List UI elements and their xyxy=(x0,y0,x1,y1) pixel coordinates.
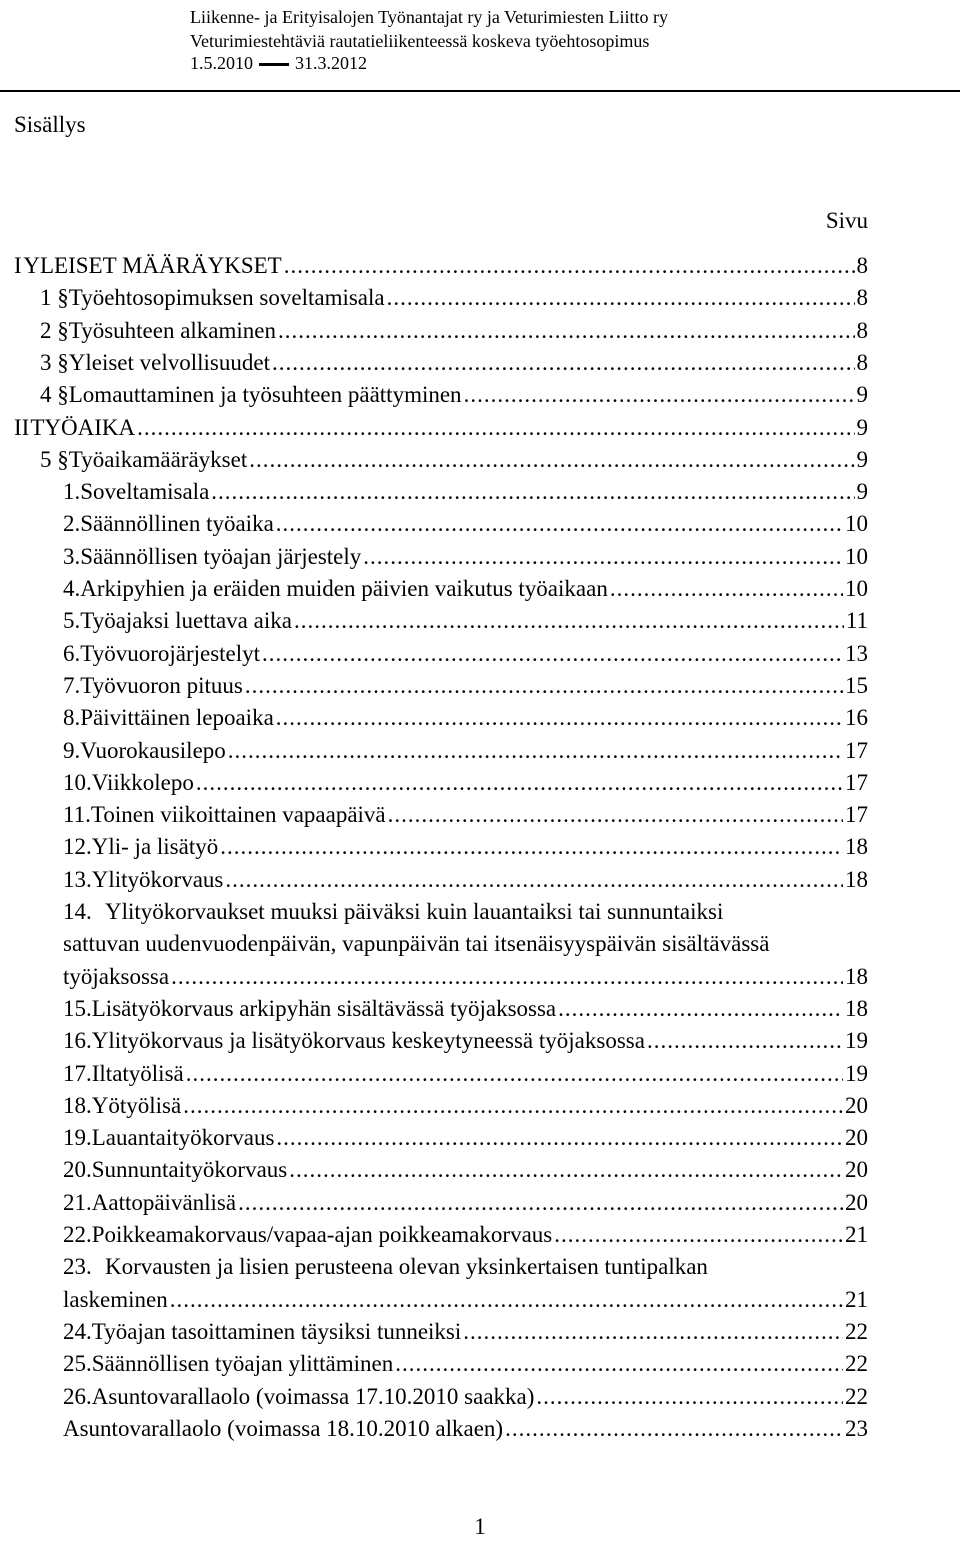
toc-entry[interactable] xyxy=(63,1348,868,1380)
toc-entry-title: Yleiset velvollisuudet xyxy=(68,349,270,375)
toc-entry-page: 10 xyxy=(845,576,868,601)
toc-entry-title: Työvuoron pituus xyxy=(80,672,243,698)
toc-leader-dots xyxy=(536,1381,843,1413)
toc-entry[interactable] xyxy=(40,315,868,347)
toc-entry-page: 8 xyxy=(856,317,868,343)
toc-entry-title-line: laskeminen xyxy=(63,1286,168,1312)
toc-entry-page: 8 xyxy=(856,285,868,311)
toc-entry[interactable] xyxy=(63,831,868,863)
toc-leader-dots xyxy=(387,282,855,314)
toc-entry-title: Asuntovarallaolo (voimassa 17.10.2010 saakka) xyxy=(91,1383,535,1409)
toc-entry-title: Työsuhteen alkaminen xyxy=(68,317,276,343)
toc-entry-number: 12. xyxy=(63,834,92,860)
toc-entry-title: Toinen viikoittainen vapaapäivä xyxy=(90,802,386,828)
toc-entry-number: 4 § xyxy=(40,382,69,408)
toc-leader-dots xyxy=(171,961,843,993)
toc-entry-page: 21 xyxy=(845,1286,868,1312)
toc-entry[interactable] xyxy=(14,412,868,444)
document-header xyxy=(0,0,960,92)
toc-entry-title: Lisätyökorvaus arkipyhän sisältävässä työjaksossa xyxy=(91,995,557,1021)
toc-entry-title-line: Ylityökorvaukset muuksi päiväksi kuin lauantaiksi tai sunnuntaiksi xyxy=(105,899,724,924)
toc-entry-title: Arkipyhien ja eräiden muiden päivien vaikutus työaikaan xyxy=(80,576,608,601)
toc-entry-number: 1. xyxy=(63,479,81,505)
toc-entry[interactable] xyxy=(63,1219,868,1251)
toc-entry[interactable] xyxy=(63,896,868,993)
toc-entry-page: 11 xyxy=(845,608,868,634)
toc-leader-dots xyxy=(294,605,844,637)
toc-entry-number: 6. xyxy=(63,640,81,666)
toc-entry[interactable] xyxy=(63,670,868,702)
toc-entry-number: II xyxy=(14,414,30,440)
toc-entry-number: 2. xyxy=(63,511,81,537)
toc-entry-page: 20 xyxy=(845,1157,868,1183)
toc-entry[interactable] xyxy=(40,379,868,411)
toc-entry-number: 26. xyxy=(63,1383,92,1409)
toc-entry[interactable] xyxy=(63,1316,868,1348)
toc-leader-dots xyxy=(505,1413,843,1445)
toc-entry-page: 9 xyxy=(856,414,868,440)
toc-entry[interactable] xyxy=(63,1058,868,1090)
toc-entry-title: Sunnuntaityökorvaus xyxy=(91,1157,288,1183)
toc-entry-page: 9 xyxy=(856,446,868,472)
toc-leader-dots xyxy=(228,735,843,767)
toc-entry-title: Työajan tasoittaminen täysiksi tunneiksi xyxy=(91,1318,462,1344)
header-validity-period xyxy=(190,52,950,74)
toc-leader-dots xyxy=(262,638,843,670)
toc-entry-number: 15. xyxy=(63,995,92,1021)
toc-leader-dots xyxy=(610,573,843,605)
toc-entry[interactable] xyxy=(63,1122,868,1154)
toc-entry-title: Ylityökorvaus xyxy=(91,866,224,892)
toc-entry-page: 17 xyxy=(845,769,868,795)
header-parties: Liikenne- ja Erityisalojen Työnantajat ry ja Veturimiesten Liitto ry xyxy=(190,7,668,27)
toc-leader-dots xyxy=(388,799,843,831)
toc-entry-page: 13 xyxy=(845,640,868,666)
toc-entry-page: 17 xyxy=(845,802,868,828)
toc-entry[interactable] xyxy=(63,735,868,767)
toc-leader-dots xyxy=(183,1090,843,1122)
page-column-label: Sivu xyxy=(825,208,868,233)
toc-entry[interactable] xyxy=(63,605,868,637)
toc-leader-dots xyxy=(284,250,855,282)
toc-entry-page: 19 xyxy=(845,1060,868,1086)
toc-entry-page: 16 xyxy=(845,705,868,731)
toc-entry-number: 11. xyxy=(63,802,91,828)
toc-entry-page: 9 xyxy=(856,479,868,505)
toc-entry[interactable] xyxy=(63,1154,868,1186)
toc-entry-number: 13. xyxy=(63,866,92,892)
toc-entry[interactable] xyxy=(63,799,868,831)
toc-entry-number: 1 § xyxy=(40,285,69,311)
toc-entry-page: 18 xyxy=(845,963,868,989)
toc-entry[interactable] xyxy=(63,1381,868,1413)
toc-leader-dots xyxy=(225,864,843,896)
toc-entry-page: 8 xyxy=(856,349,868,375)
toc-entry-page: 20 xyxy=(845,1189,868,1215)
toc-entry-title: Yötyölisä xyxy=(91,1092,182,1118)
toc-entry-number: I xyxy=(14,253,22,278)
toc-entry[interactable] xyxy=(63,1251,868,1316)
toc-entry-number: 22. xyxy=(63,1222,92,1247)
toc-entry-page: 17 xyxy=(845,737,868,763)
toc-leader-dots xyxy=(196,767,843,799)
toc-leader-dots xyxy=(245,670,843,702)
toc-entry-title: Työajaksi luettava aika xyxy=(80,608,292,634)
toc-entry-number: 9. xyxy=(63,737,81,763)
toc-entry-title: Vuorokausilepo xyxy=(80,737,226,763)
toc-entry-title: Lauantaityökorvaus xyxy=(91,1125,275,1151)
toc-entry-number: 14. xyxy=(63,899,92,924)
toc-entry-title: TYÖAIKA xyxy=(30,414,136,440)
toc-entry[interactable] xyxy=(63,864,868,896)
toc-entry-number: 2 § xyxy=(40,317,69,343)
toc-entry-page: 22 xyxy=(845,1351,868,1377)
toc-entry-page: 10 xyxy=(845,543,868,569)
toc-entry[interactable] xyxy=(63,702,868,734)
toc-entry-title: Aattopäivänlisä xyxy=(91,1189,237,1215)
toc-entry[interactable] xyxy=(63,476,868,508)
toc-entry[interactable] xyxy=(63,1090,868,1122)
toc-entry-number: 7. xyxy=(63,672,81,698)
toc-entry-title: Ylityökorvaus ja lisätyökorvaus keskeytyneessä työjaksossa xyxy=(91,1028,645,1054)
toc-entry[interactable] xyxy=(63,1413,868,1445)
toc-entry[interactable] xyxy=(63,638,868,670)
toc-leader-dots xyxy=(170,1284,843,1316)
toc-entry-page: 23 xyxy=(845,1415,868,1441)
toc-entry-title: Viikkolepo xyxy=(91,769,194,795)
toc-entry-number: 20. xyxy=(63,1157,92,1183)
toc-leader-dots xyxy=(289,1154,843,1186)
toc-entry-page: 18 xyxy=(845,834,868,860)
toc-entry-title: Iltatyölisä xyxy=(91,1060,184,1086)
toc-entry-title: Säännöllinen työaika xyxy=(80,511,274,537)
toc-entry[interactable] xyxy=(63,541,868,573)
toc-leader-dots xyxy=(272,347,855,379)
toc-leader-dots xyxy=(647,1025,843,1057)
toc-entry-number: 23. xyxy=(63,1254,92,1280)
toc-leader-dots xyxy=(238,1187,843,1219)
toc-leader-dots xyxy=(463,1316,843,1348)
toc-entry-title-line: Korvausten ja lisien perusteena olevan yksinkertaisen tuntipalkan xyxy=(105,1254,708,1280)
toc-entry-number: 5. xyxy=(63,608,81,634)
toc-entry-number: 17. xyxy=(63,1060,92,1086)
toc-entry-page: 15 xyxy=(845,672,868,698)
toc-entry-number: 16. xyxy=(63,1028,92,1054)
toc-entry-number: 21. xyxy=(63,1189,92,1215)
toc-entry-page: 20 xyxy=(845,1092,868,1118)
toc-entry[interactable] xyxy=(40,282,868,314)
toc-entry-title: Työehtosopimuksen soveltamisala xyxy=(68,285,385,311)
toc-entry-number: 19. xyxy=(63,1125,92,1151)
toc-entry-number: 8. xyxy=(63,705,81,731)
toc-entry-number: 18. xyxy=(63,1092,92,1118)
toc-entry-title: Soveltamisala xyxy=(80,479,210,505)
toc-entry-number: 3 § xyxy=(40,349,69,375)
toc-entry[interactable] xyxy=(63,767,868,799)
toc-leader-dots xyxy=(276,1122,843,1154)
toc-entry-page: 20 xyxy=(845,1125,868,1151)
toc-entry-number: 3. xyxy=(63,543,81,569)
toc-leader-dots xyxy=(558,993,843,1025)
toc-leader-dots xyxy=(363,541,843,573)
toc-entry-title: Lomauttaminen ja työsuhteen päättyminen xyxy=(68,382,462,408)
toc-entry[interactable] xyxy=(63,573,868,605)
toc-title: Sisällys xyxy=(14,112,86,137)
toc-entry[interactable] xyxy=(63,1187,868,1219)
toc-entry-title: Säännöllisen työajan ylittäminen xyxy=(91,1351,394,1377)
toc-entry-title: Poikkeamakorvaus/vapaa-ajan poikkeamakorvaus xyxy=(91,1222,553,1247)
toc-entry-page: 19 xyxy=(845,1028,868,1054)
toc-entry-page: 8 xyxy=(856,253,868,278)
toc-entry-title: Päivittäinen lepoaika xyxy=(80,705,274,731)
toc-entry-page: 22 xyxy=(845,1383,868,1409)
toc-entry-title-line: sattuvan uudenvuodenpäivän, vapunpäivän tai itsenäisyyspäivän sisältävässä xyxy=(63,931,770,957)
toc-entry-number: 24. xyxy=(63,1318,92,1344)
toc-leader-dots xyxy=(249,444,854,476)
toc-entry[interactable] xyxy=(14,250,868,282)
toc-entry-number: 25. xyxy=(63,1351,92,1377)
toc-entry-page: 9 xyxy=(856,382,868,408)
toc-entry[interactable] xyxy=(63,1025,868,1057)
toc-entry-page: 21 xyxy=(845,1222,868,1247)
toc-entry-number: 10. xyxy=(63,769,92,795)
toc-entry-title: Työvuorojärjestelyt xyxy=(80,640,261,666)
toc-entry-title: Työaikamääräykset xyxy=(68,446,248,472)
toc-leader-dots xyxy=(554,1219,843,1251)
toc-entry-page: 10 xyxy=(845,511,868,537)
toc-entry-title: Yli- ja lisätyö xyxy=(91,834,219,860)
header-agreement-title: Veturimiestehtäviä rautatieliikenteessä koskeva työehtosopimus xyxy=(190,31,650,51)
toc-entry-page: 22 xyxy=(845,1318,868,1344)
toc-entry-page: 18 xyxy=(845,995,868,1021)
toc-leader-dots xyxy=(220,831,843,863)
toc-entry-title-line: työjaksossa xyxy=(63,963,170,989)
toc-entry-number: 5 § xyxy=(40,446,69,472)
toc-leader-dots xyxy=(186,1058,843,1090)
toc-entry-page: 18 xyxy=(845,866,868,892)
toc-entry[interactable] xyxy=(63,993,868,1025)
toc-leader-dots xyxy=(395,1348,843,1380)
toc-entry[interactable] xyxy=(40,444,868,476)
toc-leader-dots xyxy=(137,412,854,444)
toc-entry[interactable] xyxy=(40,347,868,379)
toc-entry[interactable] xyxy=(63,508,868,540)
toc-leader-dots xyxy=(464,379,855,411)
toc-entry-number: 4. xyxy=(63,576,81,601)
toc-leader-dots xyxy=(278,315,855,347)
toc-leader-dots xyxy=(211,476,854,508)
toc-entry-title: Asuntovarallaolo (voimassa 18.10.2010 alkaen) xyxy=(63,1415,504,1441)
toc-entry-title: Säännöllisen työajan järjestely xyxy=(80,543,362,569)
toc-leader-dots xyxy=(276,702,843,734)
header-date-start: 1.5.2010 xyxy=(190,53,253,73)
date-range-dash xyxy=(259,63,289,66)
toc-leader-dots xyxy=(276,508,843,540)
page-number: 1 xyxy=(474,1514,486,1539)
toc-entry-title: YLEISET MÄÄRÄYKSET xyxy=(23,253,282,278)
header-date-end: 31.3.2012 xyxy=(295,53,367,73)
